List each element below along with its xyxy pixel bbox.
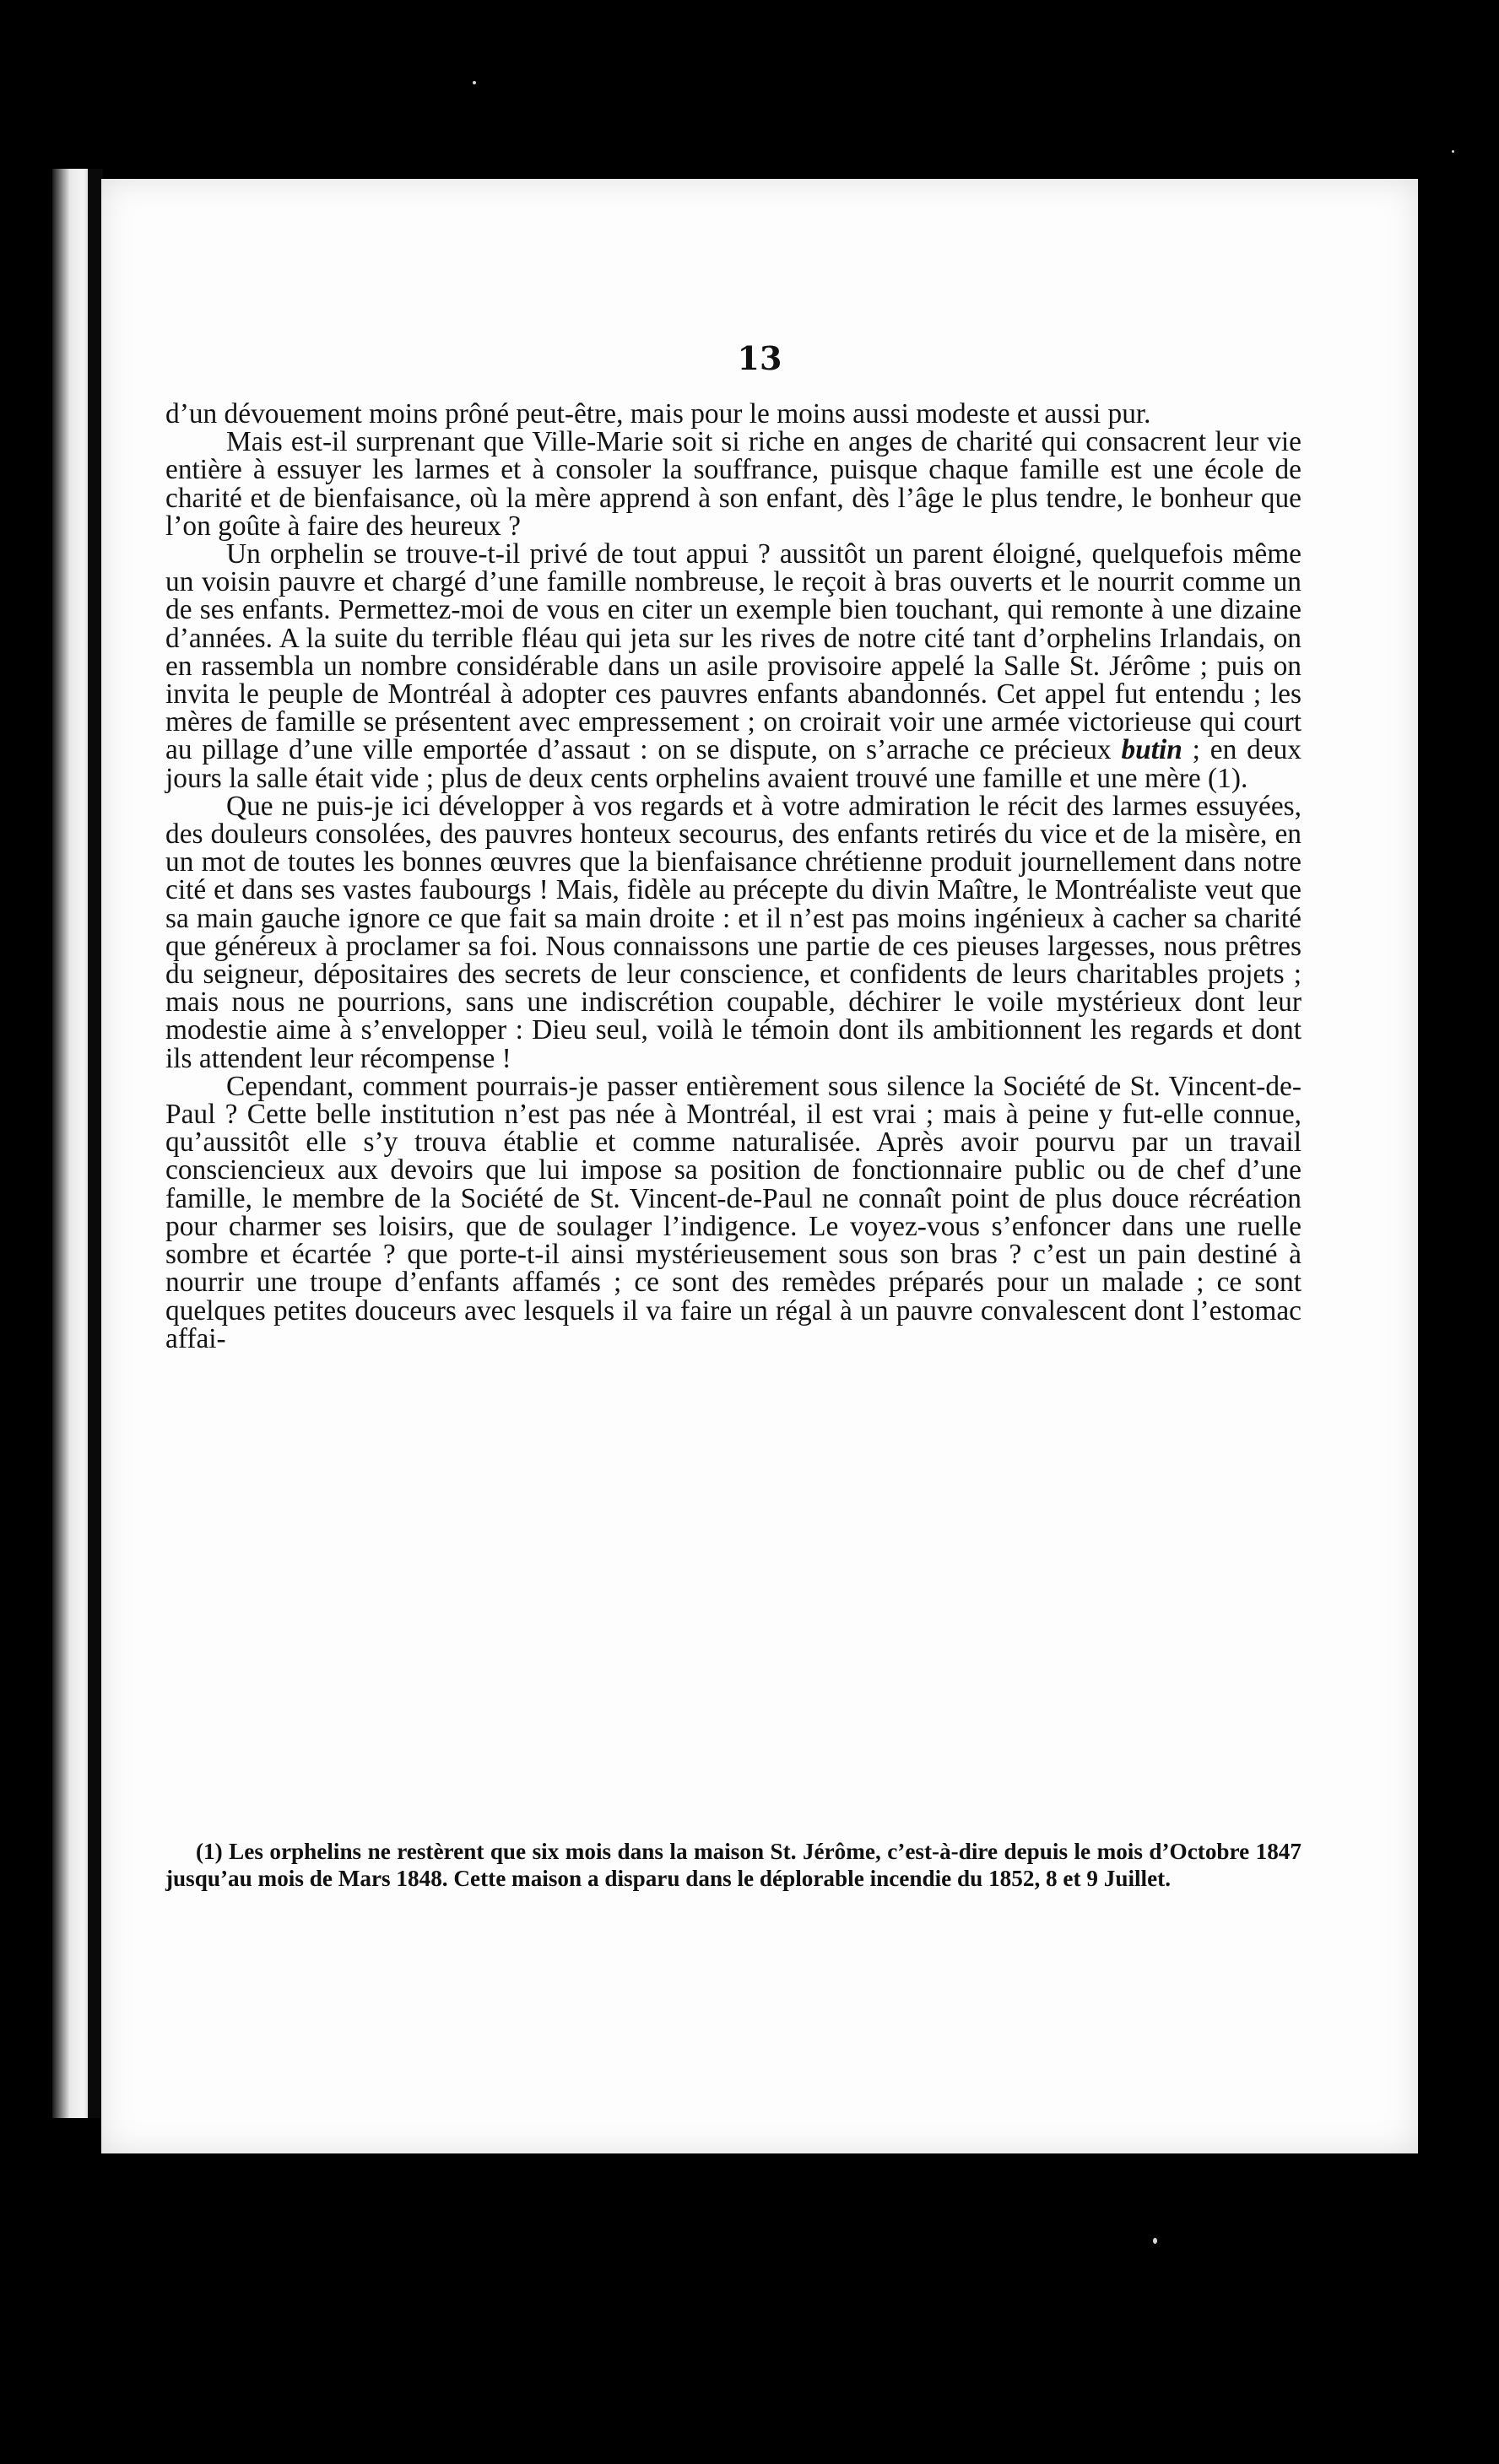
scan-speck xyxy=(473,81,476,84)
paragraph-1: d’un dévouement moins prôné peut-être, mais pour le moins aussi modeste et aussi pur. xyxy=(165,398,1151,430)
paragraph-3-end: ; en deux jours la salle était vide ; plus de deux cents orphelins avaient trouvé une famille et une mère (1). xyxy=(165,734,1301,794)
emphasis-butin: butin xyxy=(1121,734,1182,766)
scan-speck xyxy=(1452,150,1454,153)
paragraph-4: Que ne puis-je ici développer à vos regards et à votre admiration le récit des larmes essuyées, des douleurs consolées, des pauvres honteux secourus, des enfants retirés du vice et de la misère, en un mot de toutes les bonnes œuvres que la bienfaisance chrétienne produit journellement dans notre cité et dans ses vastes faubourgs ! Mais, fidèle au précepte du divin Maître, le Montréaliste veut que sa main gauche ignore ce que fait sa main droite : et il n’est pas moins ingénieux à cacher sa charité que généreux à proclamer sa foi. Nous connaissons une partie de ces pieuses largesses, nous prêtres du seigneur, dépositaires des secrets de leur conscience, et confidents de leurs charitables projets ; mais nous ne pourrions, sans une indiscrétion coupable, déchirer le voile mystérieux dont leur modestie aime à s’envelopper : Dieu seul, voilà le témoin dont ils ambitionnent les regards et dont ils attendent leur récompense ! xyxy=(165,790,1301,1074)
paragraph-2: Mais est-il surprenant que Ville-Marie soit si riche en anges de charité qui consacrent leur vie entière à essuyer les larmes et à consoler la souffrance, puisque chaque famille est une école de charité et de bienfaisance, où la mère apprend à son enfant, dès l’âge le plus tendre, le bonheur que l’on goûte à faire des heureux ? xyxy=(165,426,1301,542)
book-page xyxy=(101,179,1418,2153)
paragraph-3-text: Un orphelin se trouve-t-il privé de tout appui ? aussitôt un parent éloigné, quelquefois même un voisin pauvre et chargé d’une famille nombreuse, le reçoit à bras ouverts et le nourrit comme un de ses enfants. Permettez-moi de vous en citer un exemple bien touchant, qui remonte à une dizaine d’années. A la suite du terrible fléau qui jeta sur les rives de notre cité tant d’orphelins Irlandais, on en rassembla un nombre considérable dans un asile provisoire appelé la Salle St. Jérôme ; puis on invita le peuple de Montréal à adopter ces pauvres enfants abandonnés. Cet appel fut entendu ; les mères de famille se présentent avec empressement ; on croirait voir une armée victorieuse qui court au pillage d’une ville emportée d’assaut : on se dispute, on s’arrache ce précieux xyxy=(165,538,1301,766)
footnote xyxy=(165,1838,1301,1892)
paragraph-5: Cependant, comment pourrais-je passer entièrement sous silence la Société de St. Vincent-de-Paul ? Cette belle institution n’est pas née à Montréal, il est vrai ; mais à peine y fut-elle connue, qu’aussitôt elle s’y trouva établie et comme naturalisée. Après avoir pourvu par un travail consciencieux aux devoirs que lui impose sa position de fonctionnaire public ou de chef d’une famille, le membre de la Société de St. Vincent-de-Paul ne connaît point de plus douce récréation pour charmer ses loisirs, que de soulager l’indigence. Le voyez-vous s’enfoncer dans une ruelle sombre et écartée ? que porte-t-il ainsi mystérieusement sous son bras ? c’est un pain destiné à nourrir une troupe d’enfants affamés ; ce sont des remèdes préparés pour un malade ; ce sont quelques petites douceurs avec lesquels il va faire un régal à un pauvre convalescent dont l’estomac affai- xyxy=(165,1070,1301,1354)
page-number: 13 xyxy=(737,339,782,377)
scan-speck xyxy=(1153,2238,1157,2244)
footnote-text: (1) Les orphelins ne restèrent que six mois dans la maison St. Jérôme, c’est-à-dire depuis le mois d’Octobre 1847 jusqu’au mois de Mars 1848. Cette maison a disparu dans le déplorable incendie du 1852, 8 et 9 Juillet. xyxy=(165,1839,1301,1891)
paragraph-3 xyxy=(165,540,1301,792)
body-text xyxy=(165,400,1301,1353)
